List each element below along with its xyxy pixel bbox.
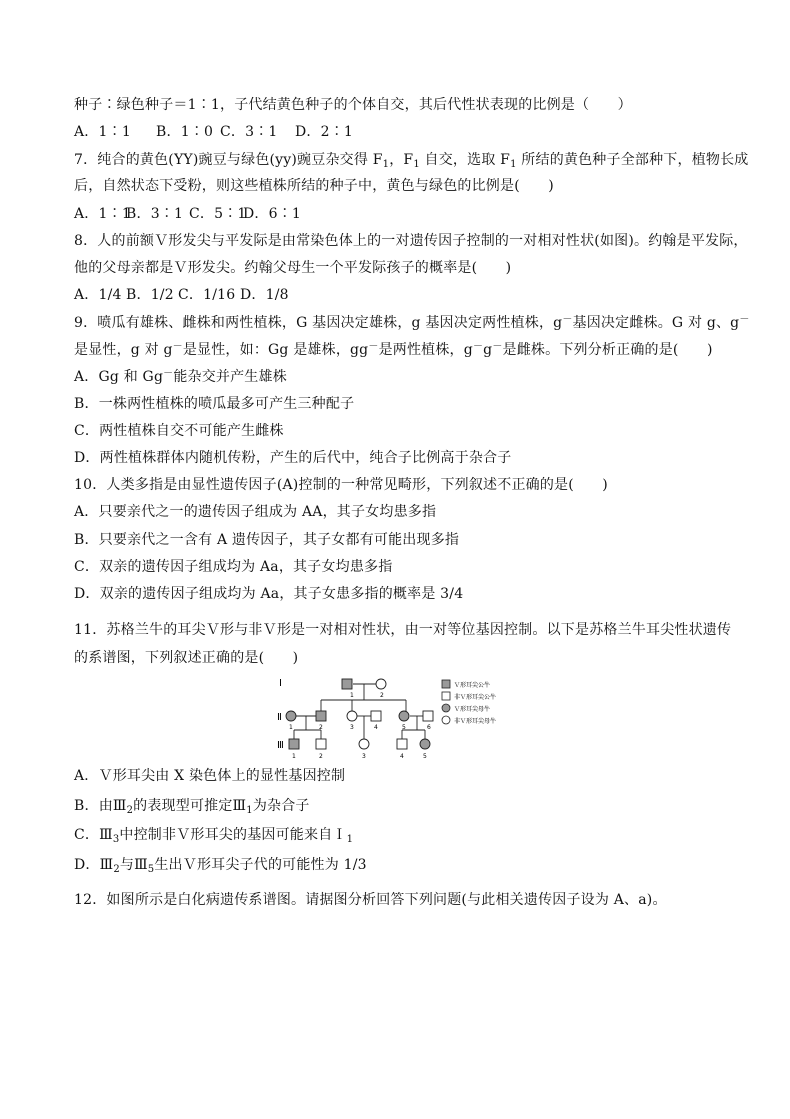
pedigree-number: 4 [400, 753, 404, 760]
pedigree-III2-unaffected-male [316, 739, 326, 749]
pedigree-number: 4 [374, 724, 378, 731]
pedigree-number: 2 [380, 692, 384, 699]
pedigree-II2-affected-male [316, 711, 326, 721]
pedigree-II4-unaffected-male [371, 711, 381, 721]
q6-option-b: B．1∶0 [156, 124, 214, 140]
q9-stem-line1: 9．喷瓜有雄株、雌株和两性植株，G 基因决定雄株，g 基因决定两性植株，g－基因决定雌株。G 对 g、g－ [74, 314, 750, 331]
pedigree-number: 5 [423, 753, 427, 760]
pedigree-I1-affected-male [342, 679, 352, 689]
legend-unaffected-male-icon [442, 692, 450, 700]
q10-option-a: A．只要亲代之一的遗传因子组成为 AA，其子女均患多指 [74, 504, 437, 520]
q7-option-b: B．3∶1 [126, 206, 184, 222]
pedigree-number: 3 [362, 753, 366, 760]
q6-option-a: A．1∶1 [74, 124, 131, 140]
legend-affected-female-icon [442, 704, 450, 712]
pedigree-number: 6 [427, 724, 431, 731]
q7-option-c: C．5∶1 [189, 206, 247, 222]
legend-label: Ｖ形耳尖公牛 [454, 682, 491, 689]
q11-option-c: C．$Ⅲ_3$中控制非Ｖ形耳尖的基因可能来自Ｉ$_1$ [74, 827, 354, 845]
q7-option-a: A．1∶1 [74, 206, 131, 222]
gen-label-3: Ⅲ [277, 740, 284, 751]
q12-stem: 12．如图所示是白化病遗传系谱图。请据图分析回答下列问题(与此相关遗传因子设为 A、a)。 [74, 892, 667, 908]
q8-option-c: C．1/16 [178, 287, 236, 303]
q11-stem-line2: 的系谱图，下列叙述正确的是( ) [74, 650, 299, 666]
pedigree-I2-unaffected-female [376, 679, 386, 689]
q7-stem-line2: 后，自然状态下受粉，则这些植株所结的种子中，黄色与绿色的比例是( ) [74, 178, 554, 194]
q6-option-d: D．2∶1 [295, 124, 354, 140]
pedigree-II5-affected-female [399, 711, 409, 721]
pedigree-III3-unaffected-female [359, 739, 369, 749]
pedigree-number: 3 [350, 724, 354, 731]
pedigree-III4-unaffected-male [397, 739, 407, 749]
q8-option-a: A．1/4 [74, 287, 122, 303]
pedigree-number: 5 [402, 724, 406, 731]
q9-option-b: B．一株两性植株的喷瓜最多可产生三种配子 [74, 396, 355, 412]
q8-option-d: D．1/8 [240, 287, 289, 303]
pedigree-II1-affected-female [286, 711, 296, 721]
q11-option-b: B．由$Ⅲ_2$的表现型可推定$Ⅲ_1$为杂合子 [74, 798, 310, 816]
q10-stem: 10．人类多指是由显性遗传因子(A)控制的一种常见畸形，下列叙述不正确的是( ) [74, 477, 608, 493]
pedigree-number: 2 [319, 724, 323, 731]
q9-option-d: D．两性植株群体内随机传粉，产生的后代中，纯合子比例高于杂合子 [74, 450, 512, 466]
pedigree-number: 1 [292, 753, 296, 760]
q6-stem: 种子∶绿色种子＝1∶1，子代结黄色种子的个体自交，其后代性状表现的比例是（ ） [74, 97, 632, 113]
q8-stem-line1: 8．人的前额Ｖ形发尖与平发际是由常染色体上的一对遗传因子控制的一对相对性状(如图)。约翰是平发际， [74, 233, 748, 249]
legend-affected-male-icon [442, 680, 450, 688]
q7-option-d: D．6∶1 [243, 206, 302, 222]
legend-label: Ｖ形耳尖母牛 [454, 706, 491, 713]
pedigree-III5-affected-female [420, 739, 430, 749]
gen-label-2: Ⅱ [277, 712, 282, 723]
legend-unaffected-female-icon [442, 716, 450, 724]
pedigree-number: 1 [289, 724, 293, 731]
q11-stem-line1: 11．苏格兰牛的耳尖Ｖ形与非Ｖ形是一对相对性状，由一对等位基因控制。以下是苏格兰牛耳尖性状遗传 [74, 622, 732, 638]
q8-options [74, 286, 289, 304]
q8-option-b: B．1/2 [126, 287, 174, 303]
q11-option-d: D．$Ⅲ_2$与$Ⅲ_5$生出Ｖ形耳尖子代的可能性为 1/3 [74, 857, 367, 875]
q7-options [74, 205, 301, 223]
q6-option-c: C．3∶1 [220, 124, 278, 140]
q10-option-d: D．双亲的遗传因子组成均为 Aa，其子女患多指的概率是 3/4 [74, 586, 464, 602]
pedigree-number: 1 [350, 692, 354, 699]
legend-label: 非Ｖ形耳尖母牛 [454, 718, 497, 725]
q6-options [74, 123, 353, 141]
q8-stem-line2: 他的父母亲都是Ｖ形发尖。约翰父母生一个平发际孩子的概率是( ) [74, 260, 512, 276]
q11-option-a: A．Ｖ形耳尖由 X 染色体上的显性基因控制 [74, 768, 346, 784]
pedigree-II3-unaffected-female [347, 711, 357, 721]
q9-option-c: C．两性植株自交不可能产生雌株 [74, 423, 284, 439]
q9-stem-line2: 是显性，g 对 g－是显性，如：Gg 是雄株，gg－是两性植株，g－g－是雌株。下列分析正确的是( ) [74, 341, 713, 358]
pedigree-number: 2 [319, 753, 323, 760]
pedigree-chart [276, 672, 526, 764]
q9-option-a: A．Gg 和 Gg－能杂交并产生雄株 [74, 368, 287, 385]
pedigree-III1-affected-male [289, 739, 299, 749]
q10-option-b: B．只要亲代之一含有 A 遗传因子，其子女都有可能出现多指 [74, 532, 460, 548]
q7-stem-line1: 7．纯合的黄色(YY)豌豆与绿色(yy)豌豆杂交得 $F_1$，$F_1$ 自交，选取 $F_1$ 所结的黄色种子全部种下，植物长成 [74, 152, 749, 170]
gen-label-1: I [279, 678, 282, 689]
pedigree-II6-unaffected-male [423, 711, 433, 721]
q10-option-c: C．双亲的遗传因子组成均为 Aa，其子女均患多指 [74, 559, 393, 575]
pedigree-legend [442, 680, 496, 725]
legend-label: 非Ｖ形耳尖公牛 [454, 694, 497, 701]
